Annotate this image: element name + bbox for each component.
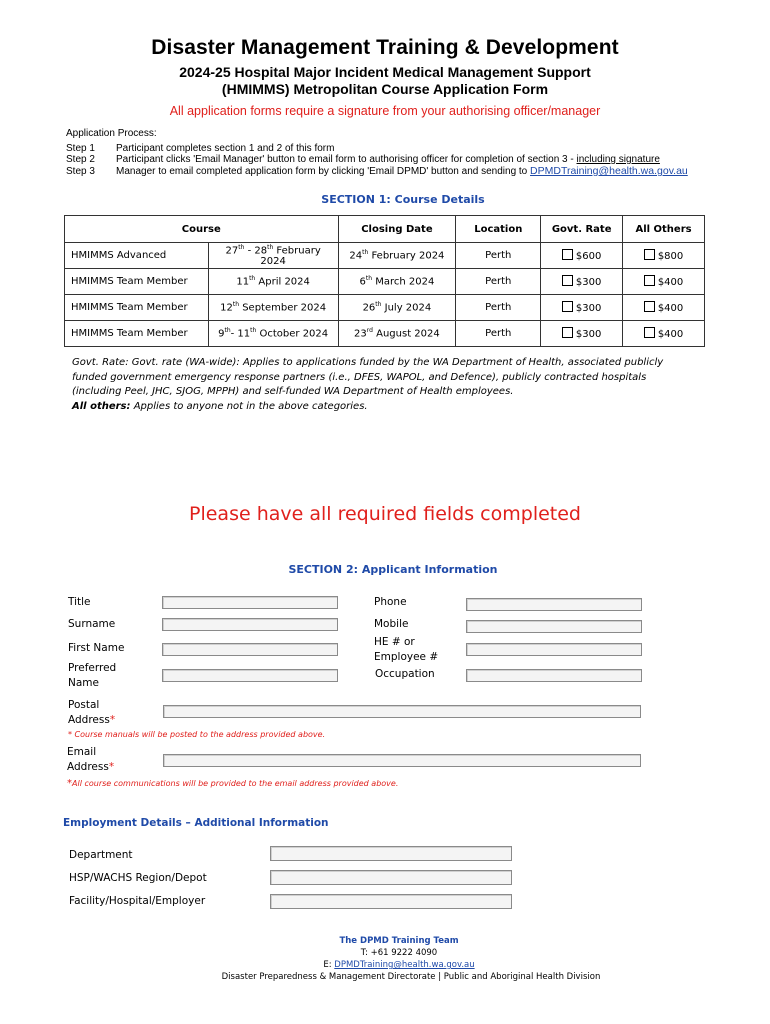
document-title: Disaster Management Training & Development: [151, 36, 619, 59]
mobile-label: Mobile: [374, 618, 409, 630]
signature-notice: All application forms require a signature from your authorising officer/manager: [169, 104, 601, 118]
closing-date: 23rd August 2024: [338, 321, 456, 347]
facility-label: Facility/Hospital/Employer: [69, 895, 206, 907]
step-text: Participant completes section 1 and 2 of this form: [116, 143, 335, 154]
region-depot-field[interactable]: [270, 870, 512, 885]
employment-details-heading: Employment Details – Additional Information: [63, 817, 329, 829]
checkbox-icon[interactable]: [562, 327, 573, 338]
govt-rate-option[interactable]: $300: [541, 295, 623, 321]
all-others-note: All others: Applies to anyone not in the above categories.: [72, 400, 368, 412]
govt-rate-option[interactable]: $300: [541, 269, 623, 295]
all-others-option[interactable]: $400: [623, 295, 705, 321]
table-row: [65, 243, 705, 269]
table-header-row: [65, 216, 705, 243]
postal-address-field[interactable]: [163, 705, 641, 718]
phone-label: Phone: [374, 596, 407, 608]
course-name: HMIMMS Advanced: [65, 243, 209, 269]
govt-rate-option[interactable]: $600: [541, 243, 623, 269]
column-header-location: Location: [456, 216, 541, 243]
checkbox-icon[interactable]: [562, 249, 573, 260]
course-dates: 11th April 2024: [208, 269, 338, 295]
postal-address-hint: * Course manuals will be posted to the address provided above.: [68, 730, 326, 739]
closing-date: 24th February 2024: [338, 243, 456, 269]
course-name: HMIMMS Team Member: [65, 295, 209, 321]
govt-rate-option[interactable]: $300: [541, 321, 623, 347]
preferred-name-field[interactable]: [162, 669, 338, 682]
employee-number-field[interactable]: [466, 643, 642, 656]
closing-date: 6th March 2024: [338, 269, 456, 295]
occupation-field[interactable]: [466, 669, 642, 682]
location: Perth: [456, 321, 541, 347]
checkbox-icon[interactable]: [562, 301, 573, 312]
table-row: [65, 269, 705, 295]
step-number: Step 2: [66, 154, 95, 165]
section2-heading: SECTION 2: Applicant Information: [288, 563, 498, 576]
required-fields-notice: Please have all required fields completed: [189, 503, 581, 525]
occupation-label: Occupation: [375, 668, 435, 680]
region-depot-label: HSP/WACHS Region/Depot: [69, 872, 207, 884]
document-subtitle-line2: (HMIMMS) Metropolitan Course Application Form: [221, 81, 549, 97]
course-dates: 9th- 11th October 2024: [208, 321, 338, 347]
surname-label: Surname: [68, 618, 116, 630]
application-process-label: Application Process:: [66, 128, 157, 139]
course-dates: 12th September 2024: [208, 295, 338, 321]
process-step-1: [66, 143, 334, 154]
employee-number-label: HE # or Employee #: [374, 636, 439, 663]
title-field[interactable]: [162, 596, 338, 609]
footer-email-link[interactable]: DPMDTraining@health.wa.gov.au: [334, 960, 475, 970]
facility-field[interactable]: [270, 894, 512, 909]
step-text: Manager to email completed application form by clicking 'Email DPMD' button and sending to: [116, 166, 531, 177]
email-address-hint: *All course communications will be provided to the email address provided above.: [67, 778, 399, 789]
phone-field[interactable]: [466, 598, 642, 611]
checkbox-icon[interactable]: [644, 275, 655, 286]
column-header-course: Course: [65, 216, 339, 243]
column-header-govt-rate: Govt. Rate: [541, 216, 623, 243]
rate-notes: [72, 356, 672, 414]
checkbox-icon[interactable]: [562, 275, 573, 286]
step-number: Step 3: [66, 166, 95, 177]
all-others-option[interactable]: $400: [623, 269, 705, 295]
title-label: Title: [68, 596, 91, 608]
document-subtitle-line1: 2024-25 Hospital Major Incident Medical Management Support: [179, 64, 591, 80]
first-name-field[interactable]: [162, 643, 338, 656]
step-emphasis: including signature: [576, 154, 660, 165]
column-header-closing-date: Closing Date: [338, 216, 456, 243]
govt-rate-note: Govt. Rate: Govt. rate (WA-wide): Applies to applications funded by the WA Department of Health, associated publicly funded government emergency response partners (i.e., DFES, WAPOL, and Defence), publicly contracted hospitals (including Peel, JHC, SJOG, MPPH) and self-funded WA Department of Health employees.: [72, 357, 664, 397]
footer-directorate: Disaster Preparedness & Management Directorate | Public and Aboriginal Health Division: [221, 972, 601, 982]
preferred-name-label: Preferred Name: [68, 662, 117, 689]
department-label: Department: [69, 849, 133, 861]
step-text: Participant clicks 'Email Manager' button to email form to authorising officer for completion of section 3 -: [116, 154, 577, 165]
footer-email-line: E: DPMDTraining@health.wa.gov.au: [323, 960, 475, 970]
section1-heading: SECTION 1: Course Details: [321, 193, 485, 206]
location: Perth: [456, 295, 541, 321]
course-dates: 27th - 28th February 2024: [208, 243, 338, 269]
table-row: [65, 321, 705, 347]
all-others-option[interactable]: $800: [623, 243, 705, 269]
department-field[interactable]: [270, 846, 512, 861]
checkbox-icon[interactable]: [644, 249, 655, 260]
process-step-2: [66, 154, 660, 165]
dpmd-email-link[interactable]: DPMDTraining@health.wa.gov.au: [530, 165, 688, 177]
checkbox-icon[interactable]: [644, 327, 655, 338]
all-others-option[interactable]: $400: [623, 321, 705, 347]
postal-address-label: Postal Address*: [68, 699, 116, 726]
email-address-label: Email Address*: [67, 746, 115, 773]
surname-field[interactable]: [162, 618, 338, 631]
course-name: HMIMMS Team Member: [65, 321, 209, 347]
table-row: [65, 295, 705, 321]
step-number: Step 1: [66, 143, 95, 154]
email-address-field[interactable]: [163, 754, 641, 767]
required-marker: *: [108, 761, 115, 773]
checkbox-icon[interactable]: [644, 301, 655, 312]
required-marker: *: [109, 714, 116, 726]
process-step-3: [66, 165, 688, 177]
course-name: HMIMMS Team Member: [65, 269, 209, 295]
course-details-table: [64, 215, 705, 347]
footer-phone: T: +61 9222 4090: [360, 948, 438, 958]
location: Perth: [456, 243, 541, 269]
closing-date: 26th July 2024: [338, 295, 456, 321]
location: Perth: [456, 269, 541, 295]
mobile-field[interactable]: [466, 620, 642, 633]
column-header-all-others: All Others: [623, 216, 705, 243]
first-name-label: First Name: [68, 642, 125, 654]
footer-team: The DPMD Training Team: [339, 936, 459, 946]
